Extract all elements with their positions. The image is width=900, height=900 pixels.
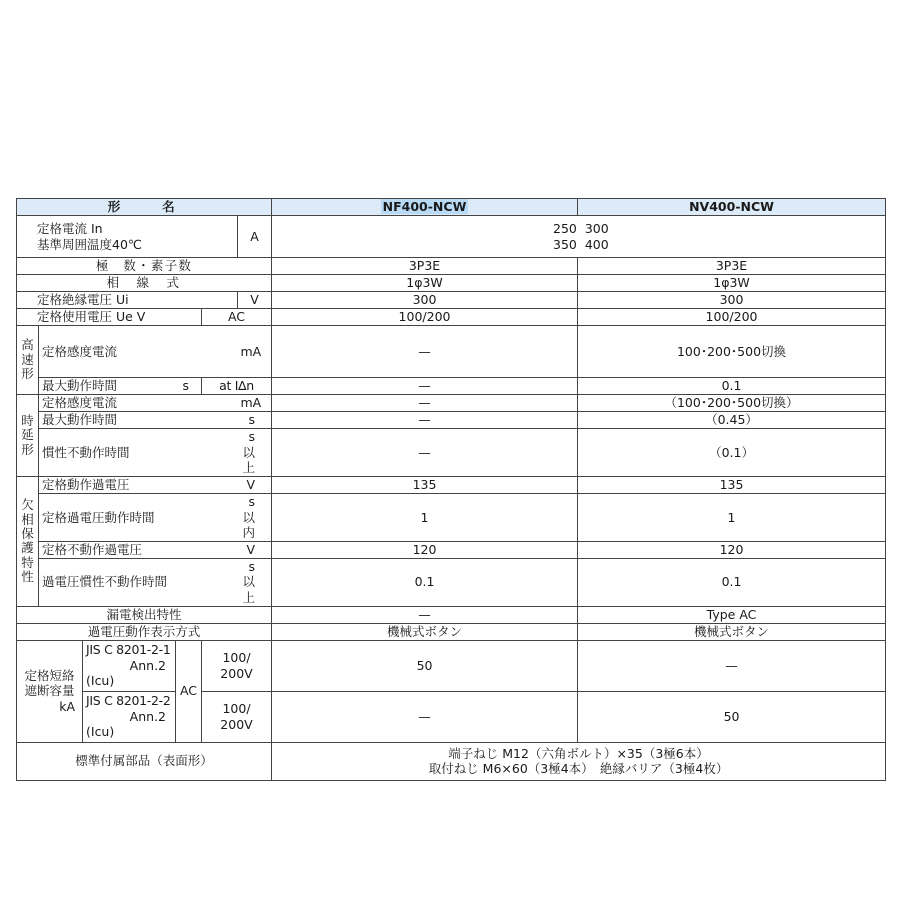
high-speed-max-time-nv: 0.1 xyxy=(578,378,886,395)
phase-label: 相 線 式 xyxy=(17,275,272,292)
phase-loss-inertia-unit: s以上 xyxy=(238,558,272,606)
time-delay-group-label xyxy=(17,395,39,477)
high-speed-sensitivity-nv: 100･200･500切換 xyxy=(578,326,886,378)
time-delay-inertia-nv: （0.1） xyxy=(578,429,886,477)
insulation-voltage-nf: 300 xyxy=(272,292,578,309)
header-model-label: 形 名 xyxy=(17,199,272,216)
breaking-ac-label: AC xyxy=(176,640,202,742)
overvoltage-display-label: 過電圧動作表示方式 xyxy=(17,623,272,640)
breaking-std2-voltage-line1: 100/ xyxy=(222,701,251,716)
phase-loss-op-time-nv: 1 xyxy=(578,493,886,541)
time-delay-max-time-nf: — xyxy=(272,412,578,429)
time-delay-inertia-row xyxy=(17,429,886,477)
header-nf400 xyxy=(272,199,578,216)
high-speed-max-time-row xyxy=(17,378,886,395)
breaking-std1-voltage-line1: 100/ xyxy=(222,650,251,665)
breaking-std1-nf: 50 xyxy=(272,640,578,691)
operating-voltage-nv: 100/200 xyxy=(578,309,886,326)
poles-nv: 3P3E xyxy=(578,258,886,275)
accessories-label: 標準付属部品（表面形） xyxy=(17,742,272,780)
phase-loss-group-label xyxy=(17,476,39,606)
phase-loss-non-op-nv: 120 xyxy=(578,541,886,558)
phase-loss-non-op-nf: 120 xyxy=(272,541,578,558)
high-speed-sensitivity-row xyxy=(17,326,886,378)
time-delay-max-time-row xyxy=(17,412,886,429)
phase-loss-inertia-label: 過電圧慣性不動作時間 xyxy=(39,558,238,606)
rated-current-label-line2: 基準周囲温度40℃ xyxy=(37,236,142,252)
rated-current-row xyxy=(17,216,886,258)
high-speed-sensitivity-label: 定格感度電流 xyxy=(39,326,238,378)
high-speed-group-text: 高速形 xyxy=(21,337,34,382)
time-delay-sensitivity-label: 定格感度電流 xyxy=(39,395,238,412)
overvoltage-display-row xyxy=(17,623,886,640)
high-speed-max-time-label: 最大動作時間 xyxy=(39,378,176,395)
leakage-nv: Type AC xyxy=(578,606,886,623)
breaking-std2-voltage xyxy=(202,691,272,742)
insulation-voltage-nv: 300 xyxy=(578,292,886,309)
breaking-std2-voltage-line2: 200V xyxy=(220,716,253,732)
time-delay-inertia-nf: — xyxy=(272,429,578,477)
phase-loss-op-time-nf: 1 xyxy=(272,493,578,541)
breaking-std2-nf: — xyxy=(272,691,578,742)
phase-loss-inertia-row xyxy=(17,558,886,606)
breaking-capacity-label-line1: 定格短絡 xyxy=(24,667,75,683)
high-speed-max-time-unit: s xyxy=(176,378,202,395)
insulation-voltage-label: 定格絶縁電圧 Ui xyxy=(17,292,238,309)
breaking-std1-voltage-line2: 200V xyxy=(220,665,253,681)
rated-current-label xyxy=(17,216,238,258)
rated-current-values-line1: 250 300 xyxy=(553,220,609,236)
time-delay-inertia-label: 慣性不動作時間 xyxy=(39,429,238,477)
phase-loss-group-text: 欠相保護特性 xyxy=(21,497,34,584)
phase-nv: 1φ3W xyxy=(578,275,886,292)
breaking-capacity-row-2 xyxy=(17,691,886,742)
breaking-capacity-label xyxy=(17,640,83,742)
high-speed-group-label xyxy=(17,326,39,395)
phase-loss-non-op-unit: V xyxy=(238,541,272,558)
phase-loss-op-overvoltage-nf: 135 xyxy=(272,476,578,493)
rated-current-values xyxy=(272,216,886,258)
header-nv400: NV400-NCW xyxy=(578,199,886,216)
breaking-std2-line1: JIS C 8201-2-2 xyxy=(86,693,171,709)
breaking-std1-nv: — xyxy=(578,640,886,691)
rated-current-label-line1: 定格電流 In xyxy=(37,220,103,236)
phase-loss-non-op-label: 定格不動作過電圧 xyxy=(39,541,238,558)
breaking-capacity-label-line3: kA xyxy=(59,698,75,714)
phase-loss-op-overvoltage-nv: 135 xyxy=(578,476,886,493)
time-delay-sensitivity-nv: （100･200･500切換） xyxy=(578,395,886,412)
operating-voltage-label: 定格使用電圧 Ue V xyxy=(17,309,202,326)
phase-loss-op-overvoltage-row xyxy=(17,476,886,493)
header-nf400-text: NF400-NCW xyxy=(382,199,467,215)
phase-loss-op-overvoltage-unit: V xyxy=(238,476,272,493)
phase-loss-op-time-label: 定格過電圧動作時間 xyxy=(39,493,238,541)
insulation-voltage-unit: V xyxy=(238,292,272,309)
time-delay-sensitivity-nf: — xyxy=(272,395,578,412)
breaking-std1-line2: Ann.2 xyxy=(129,657,166,673)
time-delay-max-time-nv: （0.45） xyxy=(578,412,886,429)
time-delay-max-time-unit: s xyxy=(238,412,272,429)
rated-current-unit: A xyxy=(238,216,272,258)
operating-voltage-unit: AC xyxy=(202,309,272,326)
breaking-std1-line1: JIS C 8201-2-1 xyxy=(86,642,171,658)
accessories-row xyxy=(17,742,886,780)
breaking-std1-voltage xyxy=(202,640,272,691)
time-delay-group-text: 時延形 xyxy=(21,412,34,457)
rated-current-values-line2: 350 400 xyxy=(553,236,609,252)
breaking-std2-nv: 50 xyxy=(578,691,886,742)
breaking-std2-label xyxy=(83,691,176,742)
operating-voltage-nf: 100/200 xyxy=(272,309,578,326)
spec-table xyxy=(16,198,886,781)
breaking-capacity-label-line2: 遮断容量 xyxy=(24,683,75,699)
breaking-std2-line2: Ann.2 xyxy=(129,708,166,724)
breaking-std2-line3: (Icu) xyxy=(86,724,115,740)
leakage-row xyxy=(17,606,886,623)
poles-nf: 3P3E xyxy=(272,258,578,275)
breaking-capacity-row-1 xyxy=(17,640,886,691)
phase-loss-inertia-nf: 0.1 xyxy=(272,558,578,606)
operating-voltage-row xyxy=(17,309,886,326)
high-speed-max-time-nf: — xyxy=(272,378,578,395)
breaking-std1-label xyxy=(83,640,176,691)
overvoltage-display-nf: 機械式ボタン xyxy=(272,623,578,640)
time-delay-inertia-unit: s以上 xyxy=(238,429,272,477)
high-speed-sensitivity-nf: — xyxy=(272,326,578,378)
phase-loss-inertia-nv: 0.1 xyxy=(578,558,886,606)
time-delay-sensitivity-unit: mA xyxy=(238,395,272,412)
phase-row xyxy=(17,275,886,292)
accessories-value xyxy=(272,742,886,780)
high-speed-max-time-extra: at I∆n xyxy=(202,378,272,395)
leakage-label: 漏電検出特性 xyxy=(17,606,272,623)
phase-nf: 1φ3W xyxy=(272,275,578,292)
phase-loss-op-overvoltage-label: 定格動作過電圧 xyxy=(39,476,238,493)
phase-loss-op-time-row xyxy=(17,493,886,541)
time-delay-sensitivity-row xyxy=(17,395,886,412)
overvoltage-display-nv: 機械式ボタン xyxy=(578,623,886,640)
poles-row xyxy=(17,258,886,275)
header-row xyxy=(17,199,886,216)
insulation-voltage-row xyxy=(17,292,886,309)
poles-label: 極 数・素子数 xyxy=(17,258,272,275)
leakage-nf: — xyxy=(272,606,578,623)
time-delay-max-time-label: 最大動作時間 xyxy=(39,412,238,429)
phase-loss-op-time-unit: s以内 xyxy=(238,493,272,541)
high-speed-sensitivity-unit: mA xyxy=(238,326,272,378)
accessories-line1: 端子ねじ M12（六角ボルト）×35（3極6本） xyxy=(448,745,709,761)
accessories-line2: 取付ねじ M6×60（3極4本） 絶縁バリア（3極4枚） xyxy=(428,761,729,777)
phase-loss-non-op-row xyxy=(17,541,886,558)
breaking-std1-line3: (Icu) xyxy=(86,673,115,689)
